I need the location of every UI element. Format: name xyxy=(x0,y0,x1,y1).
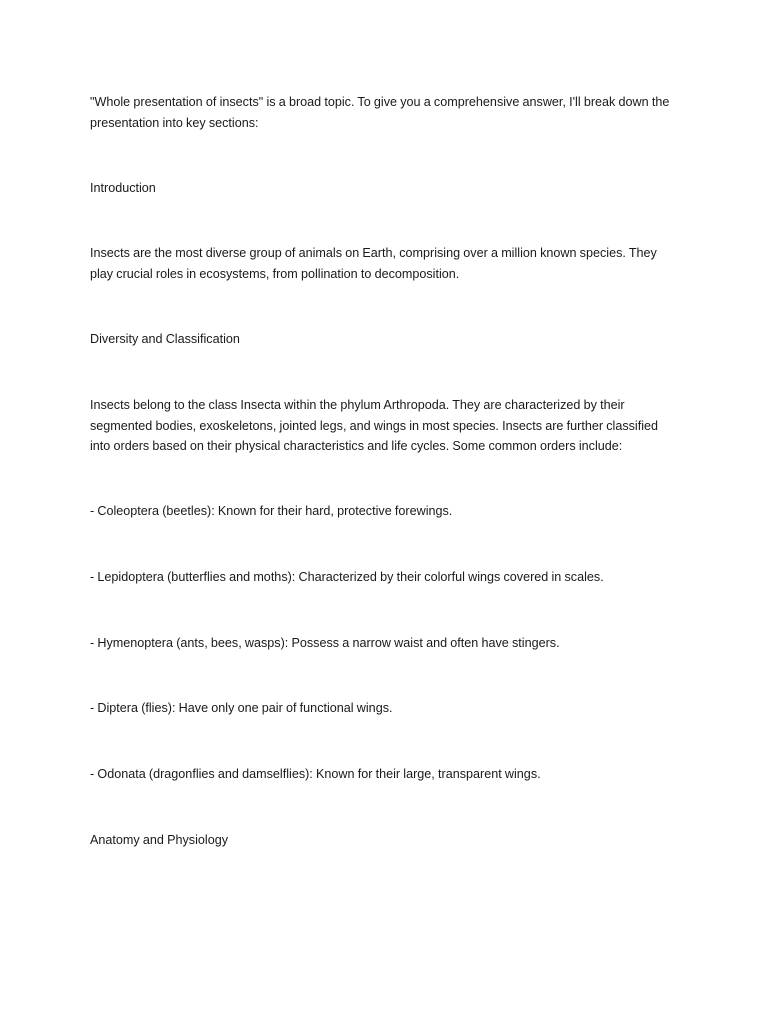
heading-diversity-classification: Diversity and Classification xyxy=(90,332,240,346)
diversity-paragraph: Insects belong to the class Insecta within the phylum Arthropoda. They are characterized by their segmented bodies, exoskeletons, jointed legs, and wings in most species. Insects are further classified into orders based on their physical characteristics and life cycles. Some common orders include: xyxy=(90,398,659,453)
order-item-lepidoptera: - Lepidoptera (butterflies and moths): Characterized by their colorful wings covered in scales. xyxy=(90,570,604,584)
order-item-coleoptera: - Coleoptera (beetles): Known for their hard, protective forewings. xyxy=(90,504,453,518)
order-item-hymenoptera: - Hymenoptera (ants, bees, wasps): Possess a narrow waist and often have stingers. xyxy=(90,636,560,650)
heading-introduction: Introduction xyxy=(90,181,156,195)
heading-anatomy-physiology: Anatomy and Physiology xyxy=(90,833,229,847)
introduction-paragraph: Insects are the most diverse group of animals on Earth, comprising over a million known species. They play crucial roles in ecosystems, from pollination to decomposition. xyxy=(90,246,657,281)
order-item-diptera: - Diptera (flies): Have only one pair of functional wings. xyxy=(90,701,393,715)
intro-paragraph: "Whole presentation of insects" is a broad topic. To give you a comprehensive answer, I'll break down the presentation into key sections: xyxy=(90,95,670,130)
order-item-odonata: - Odonata (dragonflies and damselflies): Known for their large, transparent wings. xyxy=(90,767,541,781)
